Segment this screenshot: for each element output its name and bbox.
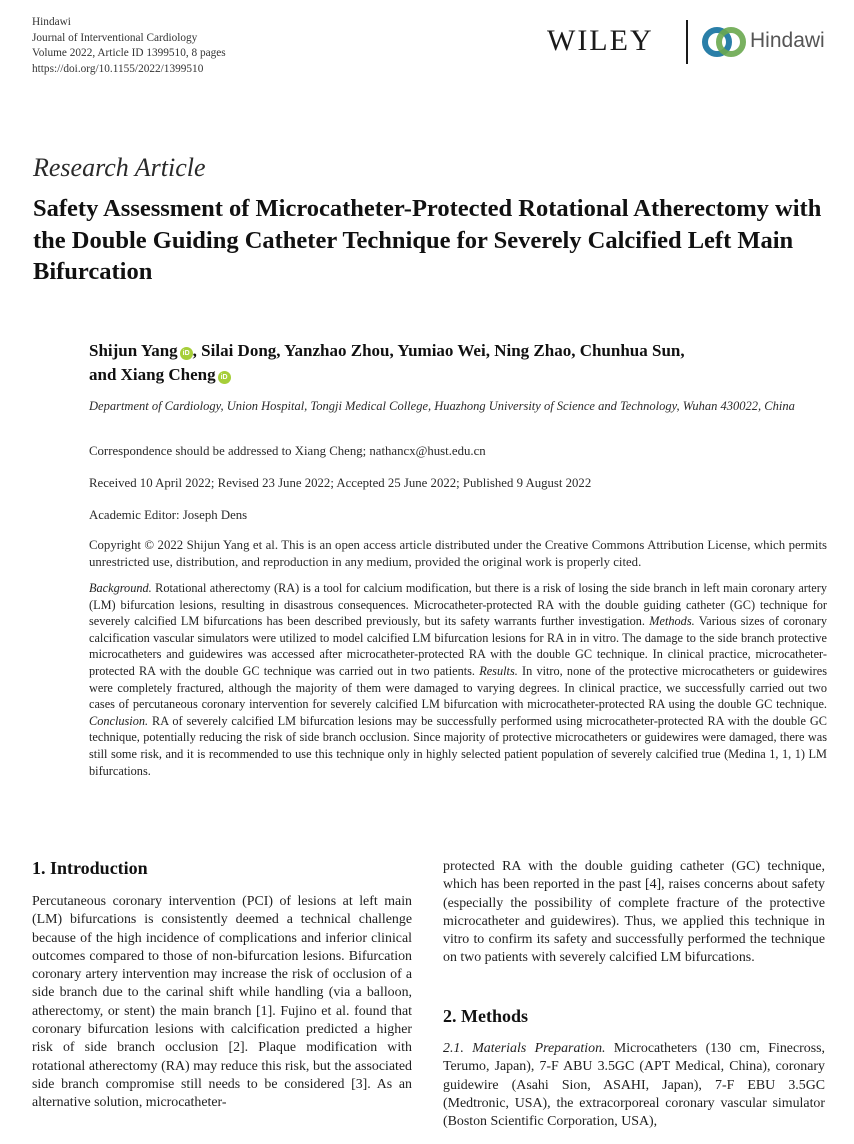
journal-name: Journal of Interventional Cardiology bbox=[32, 31, 198, 44]
orcid-icon[interactable]: iD bbox=[180, 347, 193, 360]
intro-paragraph-right: protected RA with the double guiding catheter (GC) technique, which has been reported in the past [4], raises concerns about safety (especially the possibility of complete fracture of the protective microcatheter and guidewires). Thus, we applied this technique in vitro to confirm its safety and successfully performed the technique on two patients with severely calcified LM bifurcations. bbox=[443, 859, 825, 966]
article-type: Research Article bbox=[33, 153, 206, 182]
affiliation: Department of Cardiology, Union Hospital, Tongji Medical College, Huazhong University of Science and Technology, Wuhan 430022, China bbox=[89, 399, 795, 413]
hindawi-rings-icon bbox=[700, 25, 748, 59]
intro-paragraph-left: Percutaneous coronary intervention (PCI) of lesions at left main (LM) bifurcations is consistently deemed a technical challenge because of the high incidence of complications and inferior clinical outcomes compared to those of non-bifurcation lesions. Bifurcation coronary artery intervention may increase the risk of occlusion of a side branch due to the carinal shift while handling (via a balloon, atherectomy, or stent) the main branch [1]. Fujino et al. found that coronary bifurcation lesions with calcification predicted a higher risk of side branch occlusion [2]. Plaque modification with rotational atherectomy (RA) may reduce this risk, but the associated side branch compromise still needs to be considered [3]. As an alternative solution, microcatheter- bbox=[32, 894, 412, 1111]
article-dates: Received 10 April 2022; Revised 23 June 2022; Accepted 25 June 2022; Published 9 August 2022 bbox=[89, 476, 592, 490]
abstract-conclusion: RA of severely calcified LM bifurcation lesions may be successfully performed using microcatheter-protected RA with the double GC technique, potentially reducing the risk of side branch occlusion. Since majority of protective microcatheters or guidewires were damaged, there was still some risk, and it is recommended to use this technique only in highly selected patient population of severely calcified true (Medina 1, 1, 1) LM bifurcations. bbox=[89, 713, 827, 778]
hindawi-logo-text: Hindawi bbox=[750, 29, 825, 52]
methods-paragraph bbox=[443, 1040, 825, 1131]
wiley-logo: WILEY bbox=[547, 24, 654, 57]
abstract-background-label: Background. bbox=[89, 581, 152, 595]
author-others: , Silai Dong, Yanzhao Zhou, Yumiao Wei, Ning Zhao, Chunhua Sun, bbox=[192, 341, 685, 360]
abstract-methods-label: Methods. bbox=[649, 614, 695, 629]
volume-info: Volume 2022, Article ID 1399510, 8 pages bbox=[32, 47, 226, 59]
abstract-methods: Various sizes of coronary calcification vascular simulators were utilized to model calcified LM bifurcation lesions for RA in in vitro. The damage to the side branch protective microcatheters and guidewires was accessed after microcatheter-protected RA with the double GC technique. In clinical practice, microcatheter-protected RA with the double GC technique was carried out in two patients. bbox=[89, 614, 827, 678]
abstract-results: In vitro, none of the protective microcatheters or guidewires were completely fractured, although the majority of them were damaged to varying degrees. In clinical practice, we successfully carried out two cases of percutaneous coronary intervention for severely calcified LM bifurcation with microcatheter-protected RA using the double GC technique. bbox=[89, 663, 827, 712]
methods-subsection-title: 2.1. Materials Preparation. bbox=[443, 1041, 606, 1056]
methods-text: Microcatheters (130 cm, Finecross, Terumo, Japan), 7-F ABU 3.5GC (APT Medical, China), coronary guidewire (Asahi Sion, ASAHI, Japan), 7-F EBU 3.5GC (Medtronic, USA), the extracorporeal coronary vascular simulator (Boston Scientific Corporation, USA), bbox=[443, 1041, 825, 1130]
author-last[interactable]: and Xiang Cheng bbox=[89, 365, 216, 384]
orcid-icon[interactable]: iD bbox=[218, 371, 231, 384]
publisher-name: Hindawi bbox=[32, 16, 71, 28]
journal-metadata bbox=[32, 15, 226, 77]
academic-editor: Academic Editor: Joseph Dens bbox=[89, 508, 248, 522]
abstract bbox=[89, 580, 827, 779]
author-list bbox=[89, 339, 829, 387]
doi-link[interactable]: https://doi.org/10.1155/2022/1399510 bbox=[32, 62, 204, 75]
article-title: Safety Assessment of Microcatheter-Protected Rotational Atherectomy with the Double Guiding Catheter Technique for Severely Calcified Left Main Bifurcation bbox=[33, 195, 822, 285]
copyright-notice: Copyright © 2022 Shijun Yang et al. This is an open access article distributed under the Creative Commons Attribution License, which permits unrestricted use, distribution, and reproduction in any medium, provided the original work is properly cited. bbox=[89, 538, 827, 569]
abstract-background: Rotational atherectomy (RA) is a tool for calcium modification, but there is a risk of losing the side branch in left main coronary artery (LM) bifurcation lesions, resulting in disastrous consequences. Microcatheter-protected RA with the double guiding catheter (GC) technique for severely calcified LM bifurcations has been described previously, but its safety warrants further investigation. bbox=[89, 581, 827, 629]
correspondence: Correspondence should be addressed to Xiang Cheng; nathancx@hust.edu.cn bbox=[89, 444, 486, 458]
methods-heading: 2. Methods bbox=[443, 1006, 528, 1026]
abstract-results-label: Results. bbox=[479, 663, 518, 678]
author-first[interactable]: Shijun Yang bbox=[89, 341, 178, 360]
abstract-conclusion-label: Conclusion. bbox=[89, 713, 149, 728]
intro-heading: 1. Introduction bbox=[32, 858, 148, 878]
logo-divider bbox=[686, 20, 688, 64]
